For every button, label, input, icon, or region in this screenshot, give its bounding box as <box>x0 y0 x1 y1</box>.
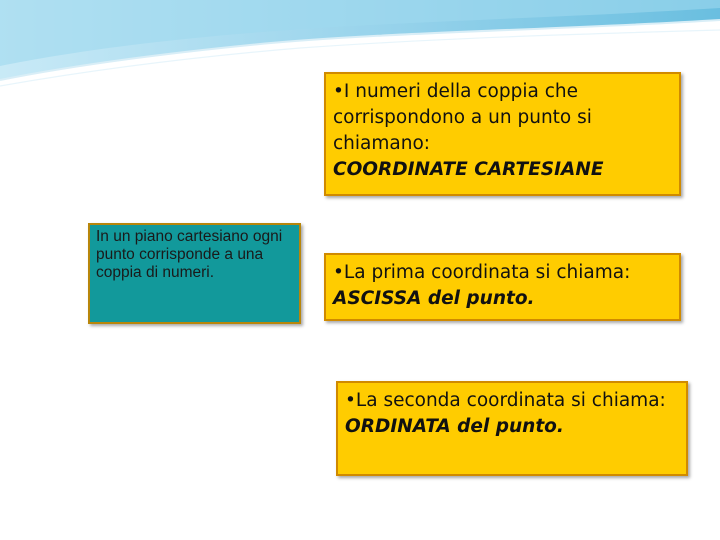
bullet: • <box>333 81 344 102</box>
definition-text: In un piano cartesiano ogni punto corrisponde a una coppia di numeri. <box>96 228 283 281</box>
ordinate-box <box>336 381 688 476</box>
ordinate-text: La seconda coordinata si chiama: <box>355 390 666 411</box>
abscissa-emphasis: ASCISSA del punto. <box>333 288 535 309</box>
definition-box <box>88 223 301 324</box>
bullet: • <box>333 262 344 283</box>
abscissa-box <box>324 253 681 321</box>
coordinates-text: I numeri della coppia che corrispondono a un punto si chiamano: <box>333 81 592 154</box>
abscissa-text: La prima coordinata si chiama: <box>343 262 631 283</box>
coordinates-emphasis: COORDINATE CARTESIANE <box>333 159 604 180</box>
coordinates-box <box>324 72 681 196</box>
ordinate-emphasis: ORDINATA del punto. <box>345 416 564 437</box>
bullet: • <box>345 390 356 411</box>
